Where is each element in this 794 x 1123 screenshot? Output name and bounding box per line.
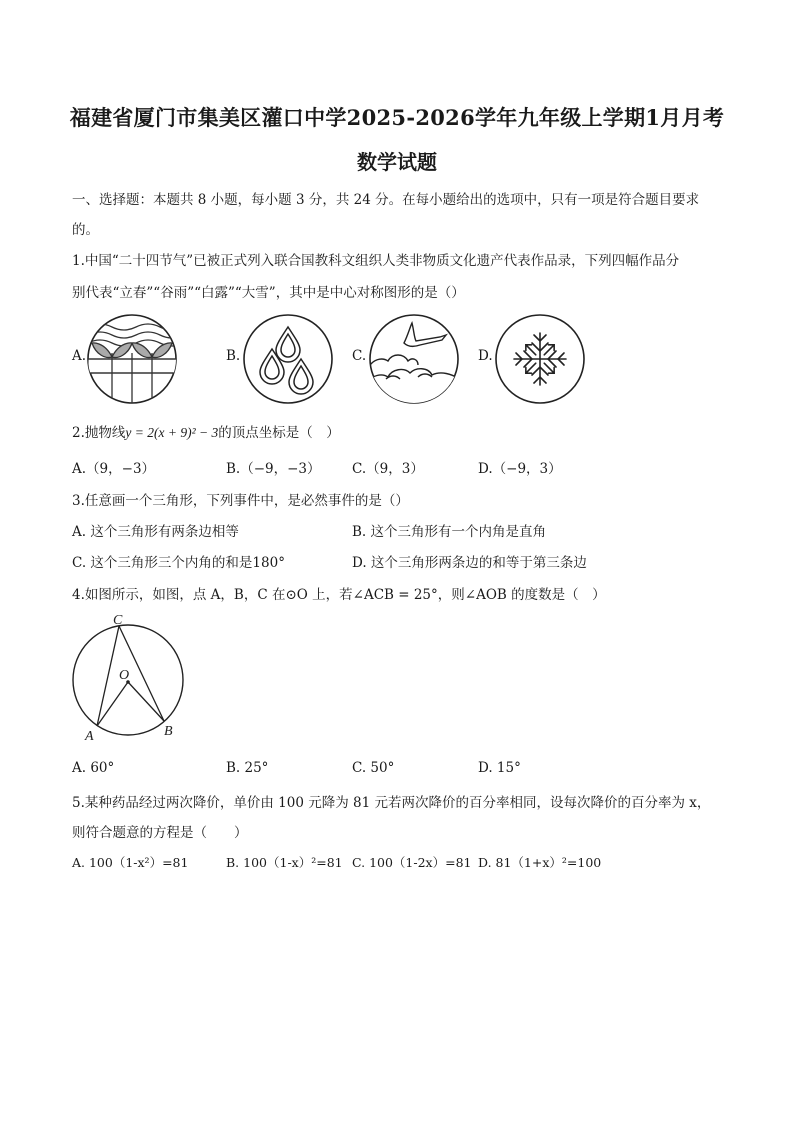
exam-subtitle: 数学试题 xyxy=(357,150,437,174)
q1-option-c-label: C. xyxy=(352,348,367,364)
q1-stem-cont: 别代表“立春”“谷雨”“白露”“大雪”，其中是中心对称图形的是（） xyxy=(72,285,465,301)
q2-stem-suffix: 的顶点坐标是（ ） xyxy=(218,425,340,441)
q2-stem xyxy=(72,421,340,441)
q2-formula: y = 2(x + 9)² − 3 xyxy=(125,425,219,440)
q4-option-d: D. 15° xyxy=(478,760,521,776)
q2-option-a: A.（9，−3） xyxy=(72,461,156,477)
q4-option-b: B. 25° xyxy=(226,760,269,776)
section-instruction: 一、选择题：本题共 8 小题，每小题 3 分，共 24 分。在每小题给出的选项中，只有一项是符合题目要求 xyxy=(72,192,700,208)
q5-stem: 5.某种药品经过两次降价，单价由 100 元降为 81 元若两次降价的百分率相同，设每次降价的百分率为 x， xyxy=(72,795,711,811)
q4-option-a: A. 60° xyxy=(72,760,115,776)
point-a-label: A xyxy=(85,729,94,744)
q5-option-c: C. 100（1-2x）=81 xyxy=(352,855,472,870)
q3-option-c: C. 这个三角形三个内角的和是180° xyxy=(72,555,285,571)
bird-clouds-icon xyxy=(368,313,460,405)
q2-option-b: B.（−9，−3） xyxy=(226,461,321,477)
exam-title: 福建省厦门市集美区灌口中学2025-2026学年九年级上学期1月月考 xyxy=(69,105,725,130)
circle-geometry-figure xyxy=(66,610,192,746)
q1-option-b-label: B. xyxy=(226,348,241,364)
q2-option-c: C.（9，3） xyxy=(352,461,424,477)
point-b-label: B xyxy=(164,724,173,739)
q4-stem: 4.如图所示，如图，点 A，B，C 在⊙O 上，若∠ACB = 25°，则∠AOB 的度数是（ ） xyxy=(72,587,606,603)
q1-stem: 1.中国“二十四节气”已被正式列入联合国教科文组织人类非物质文化遗产代表作品录，下列四幅作品分 xyxy=(72,253,680,269)
point-c-label: C xyxy=(113,613,123,628)
q5-option-b: B. 100（1-x）²=81 xyxy=(226,855,343,870)
section-instruction-cont: 的。 xyxy=(72,222,99,238)
snowflake-icon xyxy=(494,313,586,405)
q5-option-d: D. 81（1+x）²=100 xyxy=(478,855,602,870)
q3-option-d: D. 这个三角形两条边的和等于第三条边 xyxy=(352,555,587,571)
water-drops-icon xyxy=(242,313,334,405)
point-o-label: O xyxy=(119,668,130,683)
q5-option-a: A. 100（1-x²）=81 xyxy=(72,855,189,870)
q2-option-d: D.（−9，3） xyxy=(478,461,562,477)
q4-option-c: C. 50° xyxy=(352,760,395,776)
sprout-icon xyxy=(86,313,178,405)
q5-stem-cont: 则符合题意的方程是（ ） xyxy=(72,825,248,841)
q1-option-a-label: A. xyxy=(72,348,87,364)
q2-stem-prefix: 2.抛物线 xyxy=(72,425,126,441)
q3-option-a: A. 这个三角形有两条边相等 xyxy=(72,524,239,540)
q3-option-b: B. 这个三角形有一个内角是直角 xyxy=(352,524,547,540)
q1-option-d-label: D. xyxy=(478,348,493,364)
q3-stem: 3.任意画一个三角形，下列事件中，是必然事件的是（） xyxy=(72,493,409,509)
